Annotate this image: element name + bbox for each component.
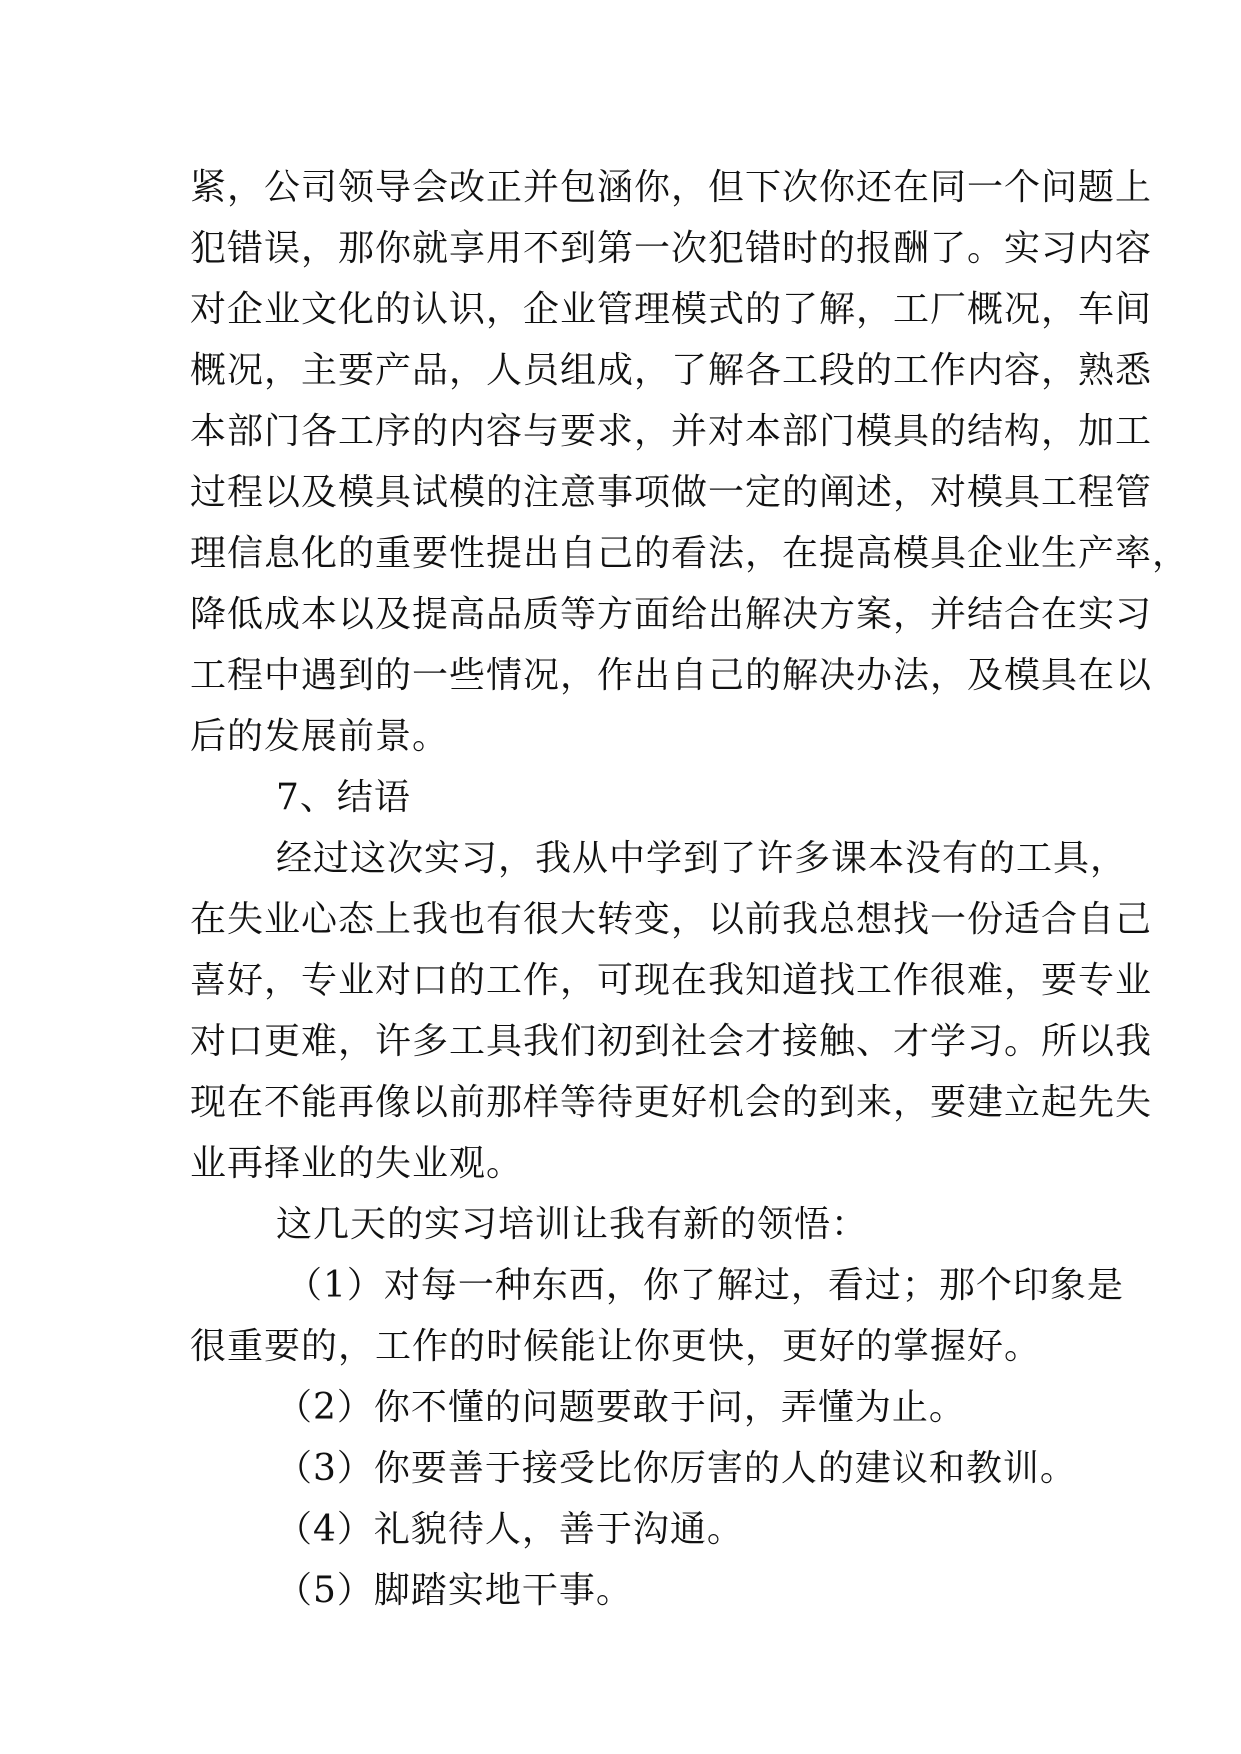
text-line: 工程中遇到的一些情况，作出自己的解决办法，及模具在以 bbox=[190, 655, 1153, 696]
text-line: 犯错误，那你就享用不到第一次犯错时的报酬了。实习内容 bbox=[190, 228, 1153, 269]
text-line: 降低成本以及提高品质等方面给出解决方案，并结合在实习 bbox=[190, 594, 1153, 635]
text-line: 经过这次实习，我从中学到了许多课本没有的工具， bbox=[276, 838, 1128, 879]
intro-line: 这几天的实习培训让我有新的领悟： bbox=[276, 1204, 869, 1245]
text-line: 后的发展前景。 bbox=[190, 716, 450, 757]
section-heading: 7、结语 bbox=[276, 777, 411, 818]
document-body bbox=[190, 157, 1190, 1621]
text-line: 现在不能再像以前那样等待更好机会的到来，要建立起先失 bbox=[190, 1082, 1153, 1123]
text-line: 对口更难，许多工具我们初到社会才接触、才学习。所以我 bbox=[190, 1021, 1153, 1062]
list-item bbox=[190, 1438, 1077, 1499]
list-item bbox=[190, 1560, 1050, 1621]
list-item-text: （3）你要善于接受比你厉害的人的建议和教训。 bbox=[276, 1448, 1077, 1489]
text-line: 喜好，专业对口的工作，可现在我知道找工作很难，要专业 bbox=[190, 960, 1153, 1001]
text-line: 在失业心态上我也有很大转变，以前我总想找一份适合自己 bbox=[190, 899, 1153, 940]
text-line: 业再择业的失业观。 bbox=[190, 1143, 524, 1184]
text-line: 本部门各工序的内容与要求，并对本部门模具的结构，加工 bbox=[190, 411, 1153, 452]
paragraph-continuation bbox=[190, 157, 1190, 767]
list-item bbox=[190, 1255, 1124, 1377]
list-item-text: （4）礼貌待人，善于沟通。 bbox=[276, 1509, 744, 1550]
text-line: 紧，公司领导会改正并包涵你，但下次你还在同一个问题上 bbox=[190, 167, 1153, 208]
list-item bbox=[190, 1499, 1050, 1560]
list-item-text: （5）脚踏实地干事。 bbox=[276, 1570, 633, 1611]
text-line: 对企业文化的认识，企业管理模式的了解，工厂概况，车间 bbox=[190, 289, 1153, 330]
list-item-text: （2）你不懂的问题要敢于问，弄懂为止。 bbox=[276, 1387, 966, 1428]
insight-list bbox=[190, 1255, 1124, 1621]
list-item-text: 很重要的，工作的时候能让你更快，更好的掌握好。 bbox=[190, 1326, 1042, 1367]
list-item-text: （1）对每一种东西，你了解过，看过；那个印象是 bbox=[286, 1265, 1124, 1306]
list-item bbox=[190, 1377, 1050, 1438]
text-line: 理信息化的重要性提出自己的看法，在提高模具企业生产率， bbox=[190, 533, 1190, 574]
text-line: 概况，主要产品，人员组成，了解各工段的工作内容，熟悉 bbox=[190, 350, 1153, 391]
paragraph-conclusion bbox=[190, 828, 1153, 1194]
text-line: 过程以及模具试模的注意事项做一定的阐述，对模具工程管 bbox=[190, 472, 1153, 513]
